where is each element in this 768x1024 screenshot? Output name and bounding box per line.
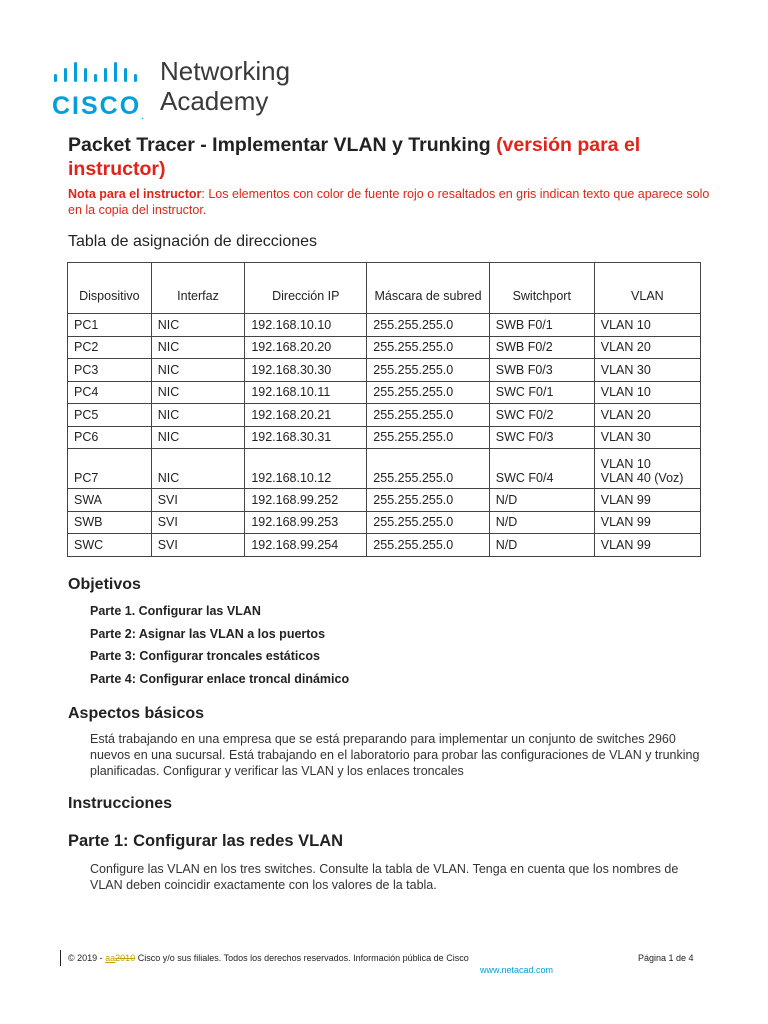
cell-ip-address: 192.168.30.30 xyxy=(245,359,367,382)
background-text: Está trabajando en una empresa que se está preparando para implementar un conjunto de switches 2960 nuevos en una sucursal. Está trabajando en el laboratorio para probar las configuraciones de VLAN y trunking planificadas. Configurar y verificar las VLAN y los enlaces troncales xyxy=(90,732,700,778)
cell-switchport: SWB F0/3 xyxy=(489,359,594,382)
netacad-link[interactable]: www.netacad.com xyxy=(480,965,554,975)
cell-device: PC5 xyxy=(68,404,152,427)
cell-vlan: VLAN 30 xyxy=(594,359,700,382)
cell-vlan: VLAN 99 xyxy=(594,489,700,512)
cell-subnet-mask: 255.255.255.0 xyxy=(367,449,489,489)
cell-vlan: VLAN 10 xyxy=(594,381,700,404)
cell-subnet-mask: 255.255.255.0 xyxy=(367,489,489,512)
cell-vlan: VLAN 99 xyxy=(594,511,700,534)
cell-interface: NIC xyxy=(151,381,245,404)
cell-interface: SVI xyxy=(151,489,245,512)
cell-ip-address: 192.168.10.11 xyxy=(245,381,367,404)
cell-switchport: N/D xyxy=(489,534,594,557)
page-number: Página 1 de 4 xyxy=(638,953,694,963)
table-row xyxy=(68,359,701,382)
objectives-list xyxy=(90,604,349,695)
cell-ip-address: 192.168.99.254 xyxy=(245,534,367,557)
table-row xyxy=(68,381,701,404)
table-row xyxy=(68,534,701,557)
cell-device: PC7 xyxy=(68,449,152,489)
page-title xyxy=(68,133,708,181)
instructor-note-text: : Los elementos con color de fuente rojo o resaltados en gris indican texto que aparece solo en la copia del instructor. xyxy=(68,187,710,217)
cell-line: VLAN 40 (Voz) xyxy=(600,471,684,485)
brand-academy: Academy xyxy=(160,86,269,116)
cell-ip-address: 192.168.10.10 xyxy=(245,314,367,337)
cell-vlan: VLAN 20 xyxy=(594,336,700,359)
table-row xyxy=(68,449,701,489)
cell-interface: NIC xyxy=(151,359,245,382)
cell-device: PC4 xyxy=(68,381,152,404)
cell-vlan: VLAN 20 xyxy=(594,404,700,427)
cell-device: PC1 xyxy=(68,314,152,337)
instructor-note-label: Nota para el instructor xyxy=(68,187,202,201)
instructor-note xyxy=(68,186,718,218)
brand-networking: Networking xyxy=(160,56,291,86)
table-row xyxy=(68,426,701,449)
addressing-table xyxy=(67,262,701,557)
cisco-bars-icon xyxy=(52,62,144,86)
table-header-row xyxy=(68,263,701,314)
footer-copyright: © 2019 - aa2010 Cisco y/o sus filiales. Todos los derechos reservados. Información pública de Cisco xyxy=(68,953,469,963)
cell-ip-address: 192.168.10.12 xyxy=(245,449,367,489)
cisco-networking-academy-logo xyxy=(52,56,312,121)
cell-vlan: VLAN 99 xyxy=(594,534,700,557)
cell-interface: NIC xyxy=(151,449,245,489)
cell-subnet-mask: 255.255.255.0 xyxy=(367,314,489,337)
cell-interface: NIC xyxy=(151,404,245,427)
cell-interface: NIC xyxy=(151,314,245,337)
table-row xyxy=(68,336,701,359)
table-row xyxy=(68,511,701,534)
header-switchport: Switchport xyxy=(489,263,594,314)
objective-item: Parte 4: Configurar enlace troncal dinámico xyxy=(90,672,350,687)
cell-subnet-mask: 255.255.255.0 xyxy=(367,336,489,359)
cell-device: PC3 xyxy=(68,359,152,382)
cell-switchport: N/D xyxy=(489,511,594,534)
cisco-wordmark: CISCO. xyxy=(52,92,146,121)
cell-ip-address: 192.168.20.20 xyxy=(245,336,367,359)
cell-subnet-mask: 255.255.255.0 xyxy=(367,359,489,382)
cell-device: PC6 xyxy=(68,426,152,449)
title-main: Packet Tracer - Implementar VLAN y Trunking xyxy=(68,134,497,156)
title-instructor-version: (versión para el instructor) xyxy=(68,134,641,180)
addressing-table-heading: Tabla de asignación de direcciones xyxy=(68,233,318,250)
table-row xyxy=(68,314,701,337)
cell-device: SWA xyxy=(68,489,152,512)
header-interface: Interfaz xyxy=(151,263,245,314)
objectives-heading: Objetivos xyxy=(68,576,141,593)
footer-divider xyxy=(60,950,61,966)
cell-vlan: VLAN 30 xyxy=(594,426,700,449)
cell-device: PC2 xyxy=(68,336,152,359)
background-heading: Aspectos básicos xyxy=(68,705,205,722)
cell-ip-address: 192.168.99.252 xyxy=(245,489,367,512)
part1-text: Configure las VLAN en los tres switches. Consulte la tabla de VLAN. Tenga en cuenta que los nombres de VLAN deben coincidir exactamente con los valores de la tabla. xyxy=(90,862,679,892)
cell-switchport: SWB F0/1 xyxy=(489,314,594,337)
cell-switchport: SWC F0/2 xyxy=(489,404,594,427)
cell-interface: SVI xyxy=(151,534,245,557)
cell-subnet-mask: 255.255.255.0 xyxy=(367,511,489,534)
table-row xyxy=(68,404,701,427)
table-row xyxy=(68,489,701,512)
cell-interface: NIC xyxy=(151,426,245,449)
cell-subnet-mask: 255.255.255.0 xyxy=(367,534,489,557)
cell-ip-address: 192.168.30.31 xyxy=(245,426,367,449)
header-subnet-mask: Máscara de subred xyxy=(367,263,489,314)
header-ip-address: Dirección IP xyxy=(245,263,367,314)
cell-line: VLAN 10 xyxy=(600,457,651,471)
cell-device: SWB xyxy=(68,511,152,534)
cell-switchport: SWC F0/3 xyxy=(489,426,594,449)
cell-ip-address: 192.168.20.21 xyxy=(245,404,367,427)
cell-switchport: SWC F0/1 xyxy=(489,381,594,404)
objective-item: Parte 3: Configurar troncales estáticos xyxy=(90,649,320,664)
cell-interface: NIC xyxy=(151,336,245,359)
header-device: Dispositivo xyxy=(68,263,152,314)
instructions-heading: Instrucciones xyxy=(68,795,173,812)
part1-heading: Parte 1: Configurar las redes VLAN xyxy=(68,832,344,850)
cell-subnet-mask: 255.255.255.0 xyxy=(367,404,489,427)
header-vlan: VLAN xyxy=(594,263,700,314)
cell-interface: SVI xyxy=(151,511,245,534)
cell-ip-address: 192.168.99.253 xyxy=(245,511,367,534)
cell-device: SWC xyxy=(68,534,152,557)
cell-switchport: SWC F0/4 xyxy=(489,449,594,489)
cell-vlan: VLAN 10 xyxy=(594,314,700,337)
cell-subnet-mask: 255.255.255.0 xyxy=(367,381,489,404)
objective-item: Parte 1. Configurar las VLAN xyxy=(90,604,261,618)
cell-switchport: N/D xyxy=(489,489,594,512)
cell-subnet-mask: 255.255.255.0 xyxy=(367,426,489,449)
cell-switchport: SWB F0/2 xyxy=(489,336,594,359)
cell-vlan xyxy=(594,449,700,489)
objective-item: Parte 2: Asignar las VLAN a los puertos xyxy=(90,626,326,641)
